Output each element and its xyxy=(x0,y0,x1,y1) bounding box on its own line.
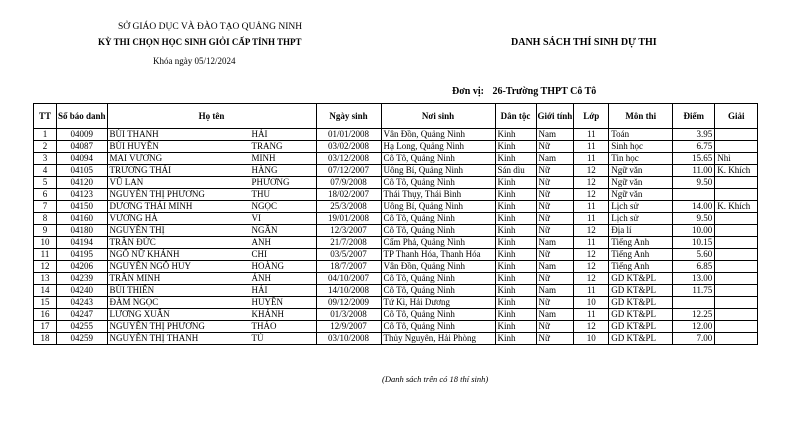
cell-name xyxy=(107,285,316,297)
cell-ns: 03/12/2008 xyxy=(316,153,381,165)
table-row xyxy=(34,189,758,201)
cell-ns: 04/10/2007 xyxy=(316,273,381,285)
cell-dt: Kinh xyxy=(495,249,536,261)
column-header: Nơi sinh xyxy=(381,104,495,129)
table-row xyxy=(34,237,758,249)
cell-given-name: TÚ xyxy=(251,333,264,343)
cell-tt: 3 xyxy=(34,153,57,165)
cell-noi: Cô Tô, Quảng Ninh xyxy=(381,177,495,189)
cell-name xyxy=(107,165,316,177)
cell-giai: K. Khích xyxy=(715,165,758,177)
cell-dt: Kinh xyxy=(495,285,536,297)
cell-gt: Nam xyxy=(536,285,574,297)
cell-mon: Sinh học xyxy=(609,141,673,153)
cell-giai xyxy=(715,297,758,309)
table-row xyxy=(34,297,758,309)
cell-given-name: NGÂN xyxy=(251,225,278,235)
cell-noi: Uông Bí, Quảng Ninh xyxy=(381,201,495,213)
cell-sbd: 04247 xyxy=(57,309,108,321)
cell-giai xyxy=(715,177,758,189)
cell-lop: 11 xyxy=(574,285,609,297)
column-header: Dân tộc xyxy=(495,104,536,129)
cell-ns: 07/12/2007 xyxy=(316,165,381,177)
column-header: Họ tên xyxy=(107,104,316,129)
cell-giai xyxy=(715,285,758,297)
cell-noi: Tứ Kì, Hải Dương xyxy=(381,297,495,309)
cell-sbd: 04105 xyxy=(57,165,108,177)
cell-ns: 18/7/2007 xyxy=(316,261,381,273)
cell-surname: VŨ LAN xyxy=(109,177,144,187)
cell-giai xyxy=(715,309,758,321)
cell-tt: 14 xyxy=(34,285,57,297)
cell-given-name: ÁNH xyxy=(251,273,272,283)
exam-date: Khóa ngày 05/12/2024 xyxy=(153,56,236,66)
cell-ns: 01/01/2008 xyxy=(316,129,381,141)
cell-noi: Vân Đồn, Quảng Ninh xyxy=(381,129,495,141)
cell-name xyxy=(107,201,316,213)
cell-mon: GD KT&PL xyxy=(609,333,673,345)
cell-lop: 12 xyxy=(574,261,609,273)
table-row xyxy=(34,141,758,153)
cell-lop: 11 xyxy=(574,237,609,249)
cell-surname: ĐÀM NGỌC xyxy=(109,297,159,307)
cell-lop: 10 xyxy=(574,333,609,345)
cell-tt: 5 xyxy=(34,177,57,189)
cell-diem: 13.00 xyxy=(673,273,715,285)
cell-surname: NGUYỄN THỊ PHƯƠNG xyxy=(109,189,205,199)
cell-surname: BÙI THIÊN xyxy=(109,285,155,295)
cell-dt: Kinh xyxy=(495,201,536,213)
column-header: Giải xyxy=(715,104,758,129)
cell-given-name: HẢI xyxy=(251,129,268,139)
cell-mon: GD KT&PL xyxy=(609,285,673,297)
cell-surname: TRẦN ĐỨC xyxy=(109,237,156,247)
cell-sbd: 04255 xyxy=(57,321,108,333)
cell-ns: 12/3/2007 xyxy=(316,225,381,237)
cell-giai xyxy=(715,213,758,225)
cell-dt: Kinh xyxy=(495,297,536,309)
cell-diem: 9.50 xyxy=(673,177,715,189)
cell-sbd: 04206 xyxy=(57,261,108,273)
cell-dt: Kinh xyxy=(495,309,536,321)
cell-gt: Nữ xyxy=(536,273,574,285)
cell-gt: Nữ xyxy=(536,321,574,333)
cell-lop: 11 xyxy=(574,129,609,141)
cell-name xyxy=(107,153,316,165)
cell-ns: 18/02/2007 xyxy=(316,189,381,201)
cell-given-name: TRANG xyxy=(251,141,283,151)
cell-giai xyxy=(715,237,758,249)
cell-name xyxy=(107,333,316,345)
cell-given-name: HÀNG xyxy=(251,165,278,175)
cell-given-name: HẢI xyxy=(251,285,268,295)
table-row xyxy=(34,309,758,321)
cell-mon: Địa lí xyxy=(609,225,673,237)
cell-given-name: ANH xyxy=(251,237,272,247)
cell-diem: 6.75 xyxy=(673,141,715,153)
cell-given-name: CHI xyxy=(251,249,268,259)
cell-mon: GD KT&PL xyxy=(609,273,673,285)
cell-mon: Ngữ văn xyxy=(609,189,673,201)
cell-dt: Sán dìu xyxy=(495,165,536,177)
department-name: SỞ GIÁO DỤC VÀ ĐÀO TẠO QUẢNG NINH xyxy=(118,22,303,32)
cell-ns: 03/10/2008 xyxy=(316,333,381,345)
cell-mon: GD KT&PL xyxy=(609,297,673,309)
cell-noi: Cô Tô, Quảng Ninh xyxy=(381,153,495,165)
cell-gt: Nữ xyxy=(536,141,574,153)
column-header: Môn thi xyxy=(609,104,673,129)
cell-gt: Nữ xyxy=(536,165,574,177)
cell-gt: Nữ xyxy=(536,297,574,309)
cell-noi: Cẩm Phả, Quảng Ninh xyxy=(381,237,495,249)
cell-noi: Cô Tô, Quảng Ninh xyxy=(381,321,495,333)
cell-tt: 12 xyxy=(34,261,57,273)
table-row xyxy=(34,249,758,261)
cell-giai xyxy=(715,261,758,273)
cell-diem: 11.00 xyxy=(673,165,715,177)
cell-gt: Nam xyxy=(536,237,574,249)
candidate-table xyxy=(33,103,758,345)
cell-giai xyxy=(715,273,758,285)
cell-lop: 10 xyxy=(574,297,609,309)
cell-noi: Vân Đồn, Quảng Ninh xyxy=(381,261,495,273)
cell-noi: Cô Tô, Quảng Ninh xyxy=(381,225,495,237)
cell-lop: 12 xyxy=(574,249,609,261)
list-title: DANH SÁCH THÍ SINH DỰ THI xyxy=(511,37,657,48)
cell-mon: Ngữ văn xyxy=(609,177,673,189)
cell-gt: Nam xyxy=(536,309,574,321)
cell-ns: 01/3/2008 xyxy=(316,309,381,321)
cell-lop: 11 xyxy=(574,309,609,321)
cell-gt: Nam xyxy=(536,153,574,165)
cell-given-name: VI xyxy=(251,213,262,223)
cell-giai: K. Khích xyxy=(715,201,758,213)
cell-diem xyxy=(673,297,715,309)
cell-surname: NGUYỄN THỊ xyxy=(109,225,165,235)
cell-lop: 11 xyxy=(574,141,609,153)
cell-noi: Cô Tô, Quảng Ninh xyxy=(381,213,495,225)
cell-tt: 7 xyxy=(34,201,57,213)
cell-diem: 14.00 xyxy=(673,201,715,213)
cell-lop: 12 xyxy=(574,177,609,189)
cell-tt: 13 xyxy=(34,273,57,285)
cell-given-name: PHƯƠNG xyxy=(251,177,290,187)
cell-gt: Nữ xyxy=(536,201,574,213)
cell-noi: TP Thanh Hóa, Thanh Hóa xyxy=(381,249,495,261)
cell-tt: 16 xyxy=(34,309,57,321)
cell-given-name: NGỌC xyxy=(251,201,278,211)
cell-ns: 03/02/2008 xyxy=(316,141,381,153)
cell-tt: 10 xyxy=(34,237,57,249)
cell-noi: Hạ Long, Quảng Ninh xyxy=(381,141,495,153)
cell-mon: Ngữ văn xyxy=(609,165,673,177)
cell-giai xyxy=(715,249,758,261)
cell-gt: Nữ xyxy=(536,225,574,237)
cell-diem: 5.60 xyxy=(673,249,715,261)
cell-diem: 6.85 xyxy=(673,261,715,273)
exam-name: KỲ THI CHỌN HỌC SINH GIỎI CẤP TỈNH THPT xyxy=(98,37,302,47)
cell-diem: 12.00 xyxy=(673,321,715,333)
cell-surname: TRẦN MINH xyxy=(109,273,161,283)
column-header: Lớp xyxy=(574,104,609,129)
cell-sbd: 04239 xyxy=(57,273,108,285)
cell-mon: Tin học xyxy=(609,153,673,165)
cell-tt: 4 xyxy=(34,165,57,177)
cell-name xyxy=(107,237,316,249)
column-header: Số báo danh xyxy=(57,104,108,129)
table-row xyxy=(34,225,758,237)
cell-noi: Uông Bí, Quảng Ninh xyxy=(381,165,495,177)
cell-noi: Thủy Nguyên, Hải Phòng xyxy=(381,333,495,345)
column-header: Điểm xyxy=(673,104,715,129)
cell-ns: 07/9/2008 xyxy=(316,177,381,189)
cell-given-name: THẢO xyxy=(251,321,277,331)
unit-label: Đơn vị: xyxy=(452,86,484,97)
cell-lop: 12 xyxy=(574,321,609,333)
cell-diem: 15.65 xyxy=(673,153,715,165)
cell-giai xyxy=(715,225,758,237)
cell-lop: 12 xyxy=(574,189,609,201)
cell-giai xyxy=(715,321,758,333)
cell-noi: Cô Tô, Quảng Ninh xyxy=(381,309,495,321)
cell-surname: TRƯƠNG THÁI xyxy=(109,165,172,175)
cell-ns: 12/9/2007 xyxy=(316,321,381,333)
table-row xyxy=(34,165,758,177)
cell-name xyxy=(107,177,316,189)
cell-mon: GD KT&PL xyxy=(609,321,673,333)
cell-lop: 12 xyxy=(574,273,609,285)
cell-surname: NGÔ NỮ KHÁNH xyxy=(109,249,180,259)
cell-tt: 18 xyxy=(34,333,57,345)
cell-mon: Lịch sử xyxy=(609,201,673,213)
cell-diem: 12.25 xyxy=(673,309,715,321)
cell-ns: 21/7/2008 xyxy=(316,237,381,249)
cell-giai xyxy=(715,129,758,141)
cell-sbd: 04009 xyxy=(57,129,108,141)
cell-sbd: 04243 xyxy=(57,297,108,309)
cell-ns: 09/12/2009 xyxy=(316,297,381,309)
cell-mon: Lịch sử xyxy=(609,213,673,225)
table-row xyxy=(34,213,758,225)
table-row xyxy=(34,285,758,297)
cell-dt: Kinh xyxy=(495,213,536,225)
cell-dt: Kinh xyxy=(495,225,536,237)
cell-diem: 11.75 xyxy=(673,285,715,297)
cell-ns: 03/5/2007 xyxy=(316,249,381,261)
cell-tt: 9 xyxy=(34,225,57,237)
table-row xyxy=(34,153,758,165)
cell-name xyxy=(107,297,316,309)
cell-diem: 9.50 xyxy=(673,213,715,225)
cell-tt: 15 xyxy=(34,297,57,309)
cell-ns: 19/01/2008 xyxy=(316,213,381,225)
cell-gt: Nam xyxy=(536,129,574,141)
table-row xyxy=(34,273,758,285)
cell-surname: NGUYỄN NGÔ HUY xyxy=(109,261,192,271)
cell-diem: 10.15 xyxy=(673,237,715,249)
cell-tt: 8 xyxy=(34,213,57,225)
cell-sbd: 04195 xyxy=(57,249,108,261)
cell-dt: Kinh xyxy=(495,333,536,345)
cell-dt: Kinh xyxy=(495,237,536,249)
cell-diem xyxy=(673,189,715,201)
cell-mon: GD KT&PL xyxy=(609,309,673,321)
table-row xyxy=(34,177,758,189)
cell-name xyxy=(107,189,316,201)
cell-sbd: 04087 xyxy=(57,141,108,153)
cell-given-name: KHÁNH xyxy=(251,309,285,319)
cell-diem: 3.95 xyxy=(673,129,715,141)
cell-dt: Kinh xyxy=(495,141,536,153)
cell-noi: Thái Thụy, Thái Bình xyxy=(381,189,495,201)
cell-diem: 10.00 xyxy=(673,225,715,237)
cell-sbd: 04123 xyxy=(57,189,108,201)
cell-name xyxy=(107,249,316,261)
cell-gt: Nữ xyxy=(536,333,574,345)
cell-mon: Tiếng Anh xyxy=(609,261,673,273)
cell-dt: Kinh xyxy=(495,321,536,333)
cell-tt: 6 xyxy=(34,189,57,201)
cell-name xyxy=(107,141,316,153)
cell-ns: 25/3/2008 xyxy=(316,201,381,213)
cell-given-name: HOÀNG xyxy=(251,261,285,271)
cell-tt: 17 xyxy=(34,321,57,333)
cell-lop: 12 xyxy=(574,225,609,237)
cell-ns: 14/10/2008 xyxy=(316,285,381,297)
cell-name xyxy=(107,309,316,321)
cell-mon: Tiếng Anh xyxy=(609,237,673,249)
cell-sbd: 04194 xyxy=(57,237,108,249)
cell-mon: Toán xyxy=(609,129,673,141)
cell-gt: Nữ xyxy=(536,249,574,261)
cell-surname: BÙI THANH xyxy=(109,129,159,139)
cell-given-name: THU xyxy=(251,189,271,199)
cell-dt: Kinh xyxy=(495,189,536,201)
column-header: Ngày sinh xyxy=(316,104,381,129)
cell-tt: 11 xyxy=(34,249,57,261)
table-row xyxy=(34,201,758,213)
cell-tt: 1 xyxy=(34,129,57,141)
table-row xyxy=(34,321,758,333)
cell-given-name: MINH xyxy=(251,153,276,163)
cell-surname: MAI VƯƠNG xyxy=(109,153,163,163)
cell-given-name: HUYỀN xyxy=(251,297,284,307)
cell-sbd: 04240 xyxy=(57,285,108,297)
footer-note: (Danh sách trên có 18 thí sinh) xyxy=(382,374,489,384)
cell-surname: DƯƠNG THÁI MINH xyxy=(109,201,193,211)
cell-dt: Kinh xyxy=(495,177,536,189)
cell-name xyxy=(107,261,316,273)
cell-gt: Nữ xyxy=(536,177,574,189)
cell-tt: 2 xyxy=(34,141,57,153)
cell-sbd: 04259 xyxy=(57,333,108,345)
unit-line xyxy=(452,86,596,97)
table-row xyxy=(34,129,758,141)
cell-mon: Tiếng Anh xyxy=(609,249,673,261)
cell-name xyxy=(107,129,316,141)
cell-giai xyxy=(715,141,758,153)
cell-gt: Nữ xyxy=(536,213,574,225)
cell-gt: Nam xyxy=(536,261,574,273)
cell-surname: VƯƠNG HÀ xyxy=(109,213,158,223)
cell-name xyxy=(107,273,316,285)
cell-sbd: 04150 xyxy=(57,201,108,213)
cell-lop: 11 xyxy=(574,213,609,225)
cell-name xyxy=(107,213,316,225)
cell-sbd: 04180 xyxy=(57,225,108,237)
cell-lop: 11 xyxy=(574,201,609,213)
cell-lop: 12 xyxy=(574,165,609,177)
cell-surname: NGUYỄN THỊ PHƯƠNG xyxy=(109,321,205,331)
cell-giai: Nhì xyxy=(715,153,758,165)
table-row xyxy=(34,333,758,345)
table-row xyxy=(34,261,758,273)
cell-giai xyxy=(715,333,758,345)
cell-name xyxy=(107,225,316,237)
cell-lop: 11 xyxy=(574,153,609,165)
cell-dt: Kinh xyxy=(495,261,536,273)
cell-diem: 7.00 xyxy=(673,333,715,345)
cell-dt: Kinh xyxy=(495,273,536,285)
cell-surname: NGUYỄN THỊ THANH xyxy=(109,333,199,343)
column-header: Giới tính xyxy=(536,104,574,129)
cell-sbd: 04160 xyxy=(57,213,108,225)
cell-sbd: 04094 xyxy=(57,153,108,165)
column-header: TT xyxy=(34,104,57,129)
cell-giai xyxy=(715,189,758,201)
cell-surname: LƯƠNG XUÂN xyxy=(109,309,170,319)
table-header-row xyxy=(34,104,758,129)
cell-dt: Kinh xyxy=(495,129,536,141)
cell-surname: BÙI HUYỀN xyxy=(109,141,159,151)
cell-noi: Cô Tô, Quảng Ninh xyxy=(381,285,495,297)
cell-name xyxy=(107,321,316,333)
cell-gt: Nữ xyxy=(536,189,574,201)
cell-sbd: 04120 xyxy=(57,177,108,189)
cell-noi: Cô Tô, Quảng Ninh xyxy=(381,273,495,285)
cell-dt: Kinh xyxy=(495,153,536,165)
unit-value: 26-Trường THPT Cô Tô xyxy=(492,86,597,97)
